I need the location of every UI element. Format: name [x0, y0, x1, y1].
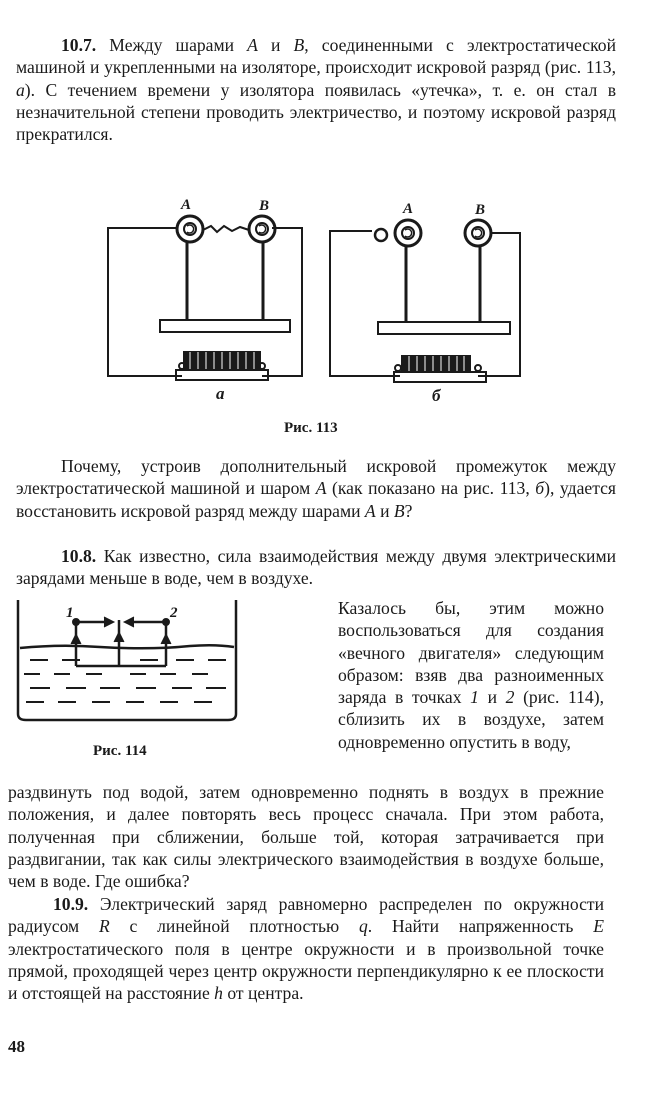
figure-113a [108, 216, 302, 380]
label-sphere-b-left: B [259, 198, 270, 214]
question-113: Почему, устроив дополнительный искровой промежуток между электростатической машиной и шаром A (как показано на рис. 113, б), удается восстановить искровой разряд между шарами A и B? [16, 456, 616, 521]
problem-number: 10.9. [53, 894, 89, 914]
label-point-1: 1 [66, 605, 74, 621]
problem-10-7: 10.7. Между шарами A и B, соединенными с электростатической машиной и укрепленными на изоляторе, происходит искровой разряд (рис. 113, а). С течением времени у изолятора появилась «утечка», т. е. он стал в незначительной степени проводить электричество, и поэтому искровой разряд прекратился. [16, 35, 616, 145]
figure-113b [330, 220, 520, 382]
page-number: 48 [8, 1037, 25, 1056]
label-sphere-b-right: B [475, 202, 486, 218]
problem-10-8-side-text: Казалось бы, этим можно воспользоваться для создания «вечного двигателя» следующим образом: взяв два разноименных заряда в точках 1 и 2 (рис. 114), сблизить их в воздухе, затем одновременно опустить в воду, [338, 598, 604, 752]
sub-label-b: б [432, 386, 441, 405]
figure-113-caption: Рис. 113 [284, 420, 338, 436]
problem-10-9: 10.9. Электрический заряд равномерно распределен по окружности радиусом R с линейной плотностью q. Найти напряженность E электростатического поля в центре окружности и в произвольной точке прямой, проходящей через центр окружности перпендикулярно к ее плоскости и отстоящей на расстояние h от центра. [8, 894, 604, 1004]
problem-10-8-intro: 10.8. Как известно, сила взаимодействия между двумя электрическими зарядами меньше в воде, чем в воздухе. [16, 546, 616, 589]
figure-114-diagram [0, 590, 260, 730]
figure-114-caption: Рис. 114 [93, 743, 147, 759]
problem-number: 10.7. [61, 35, 97, 55]
sub-label-a: а [216, 384, 225, 403]
problem-number: 10.8. [61, 546, 97, 566]
problem-10-8-bottom-text: раздвинуть под водой, затем одновременно поднять в воздух в прежние положения, и далее повторять весь процесс сначала. При этом работа, полученная при сближении, больше той, которая затрачивается при раздвигании, так как силы электрического взаимодействия в воздухе больше, чем в воде. Где ошибка? [8, 782, 604, 892]
label-sphere-a-right: A [403, 201, 414, 217]
figure-113-diagram [0, 0, 650, 420]
label-point-2: 2 [170, 605, 178, 621]
label-sphere-a-left: A [181, 197, 192, 213]
